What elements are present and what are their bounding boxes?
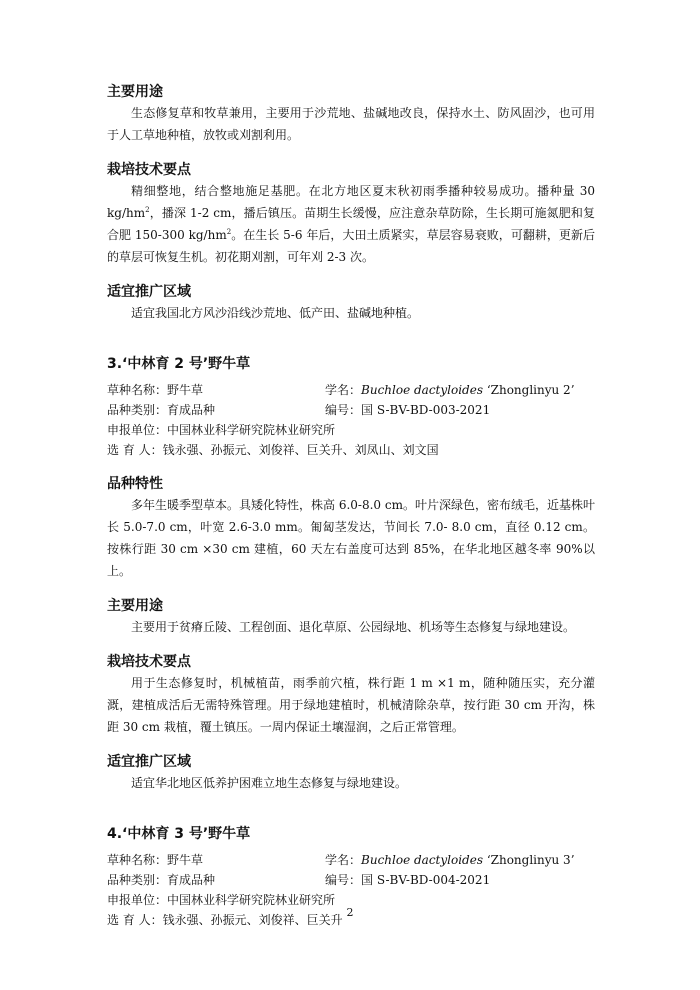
species-value: 野牛草 [167,853,204,867]
region-paragraph-2: 适宜华北地区低养护困难立地生态修复与绿地建设。 [131,776,408,790]
code-value: 国 S-BV-BD-004-2021 [361,873,491,887]
main-use-paragraph-2: 主要用于贫瘠丘陵、工程创面、退化草原、公园绿地、机场等生态修复与绿地建设。 [131,620,576,634]
variety-4-row-1 [107,850,595,870]
code-label: 编号： [325,873,362,887]
category-value: 育成品种 [167,873,216,887]
section-heading-region-2: 适宜推广区域 [107,754,191,770]
superscript: 2 [226,228,232,236]
sci-name-value: Buchloe dactyloides [361,383,483,397]
variety-4-row-2 [107,870,595,890]
main-use-paragraph: 生态修复草和牧草兼用，主要用于沙荒地、盐碱地改良，保持水土、防风固沙，也可用于人工草地种植，放牧或刈割利用。 [107,106,595,142]
sci-cultivar: ‘Zhonglinyu 3’ [483,853,575,867]
sci-name-value: Buchloe dactyloides [361,853,483,867]
cultivation-text-b: ，播深 1-2 cm，播后镇压。苗期生长缓慢，应注意杂草防除，生长期可施氮肥和复合肥 150-300 kg/hm [107,206,595,242]
section-heading-region: 适宜推广区域 [107,284,191,300]
code-value: 国 S-BV-BD-003-2021 [361,403,491,417]
unit-label: 申报单位： [107,893,168,907]
breeders-label: 选 育 人： [107,443,163,457]
page-content [107,82,595,930]
traits-paragraph: 多年生暖季型草本。具矮化特性，株高 6.0-8.0 cm。叶片深绿色，密布绒毛，近基株叶长 5.0-7.0 cm，叶宽 2.6-3.0 mm。匍匐茎发达，节间长 7.0- 8.0 cm，直径 0.12 cm。按株行距 30 cm ×30 cm 建植，60 天左右盖度可达到 85%，在华北地区越冬率 90%以上。 [107,498,595,578]
variety-3-row-3 [107,420,595,440]
region-paragraph: 适宜我国北方风沙沿线沙荒地、低产田、盐碱地种植。 [131,306,420,320]
section-heading-cultivation-2: 栽培技术要点 [107,654,191,670]
cultivation-paragraph [107,180,595,268]
category-label: 品种类别： [107,403,168,417]
section-heading-main-use: 主要用途 [107,84,163,100]
variety-3-title: 3.‘中林育 2 号’野牛草 [107,356,251,372]
unit-value: 中国林业科学研究院林业研究所 [167,423,336,437]
breeders-label: 选 育 人： [107,913,163,927]
variety-4-title: 4.‘中林育 3 号’野牛草 [107,826,251,842]
variety-3-row-4 [107,440,595,460]
superscript: 2 [145,206,150,214]
section-heading-cultivation: 栽培技术要点 [107,162,191,178]
cultivation-text-c: 。在生长 5-6 年后，大田土质紧实，草层容易衰败，可翻耕，更新后的草层可恢复生机。初花期刈割，可年刈 2-3 次。 [107,228,595,264]
cultivation-text-a: 精细整地，结合整地施足基肥。在北方地区夏末秋初雨季播种较易成功。播种量 30 kg/hm [107,184,595,220]
category-label: 品种类别： [107,873,168,887]
section-heading-traits: 品种特性 [107,476,163,492]
species-value: 野牛草 [167,383,204,397]
variety-3-row-2 [107,400,595,420]
breeders-value: 钱永强、孙振元、刘俊祥、巨关升、刘凤山、刘文国 [162,443,439,457]
code-label: 编号： [325,403,362,417]
section-heading-main-use-2: 主要用途 [107,598,163,614]
cultivation-paragraph-2: 用于生态修复时，机械植苗，雨季前穴植，株行距 1 m ×1 m，随种随压实，充分灌溉，建植成活后无需特殊管理。用于绿地建植时，机械清除杂草，按行距 30 cm 开沟，株距 30 cm 栽植，覆土镇压。一周内保证土壤湿润，之后正常管理。 [107,676,595,734]
species-label: 草种名称： [107,853,168,867]
category-value: 育成品种 [167,403,216,417]
breeders-value: 钱永强、孙振元、刘俊祥、巨关升 [162,913,343,927]
variety-3-row-1 [107,380,595,400]
sci-cultivar: ‘Zhonglinyu 2’ [483,383,575,397]
sci-name-label: 学名： [325,383,362,397]
unit-value: 中国林业科学研究院林业研究所 [167,893,336,907]
sci-name-label: 学名： [325,853,362,867]
page-number: 2 [346,906,354,919]
unit-label: 申报单位： [107,423,168,437]
species-label: 草种名称： [107,383,168,397]
